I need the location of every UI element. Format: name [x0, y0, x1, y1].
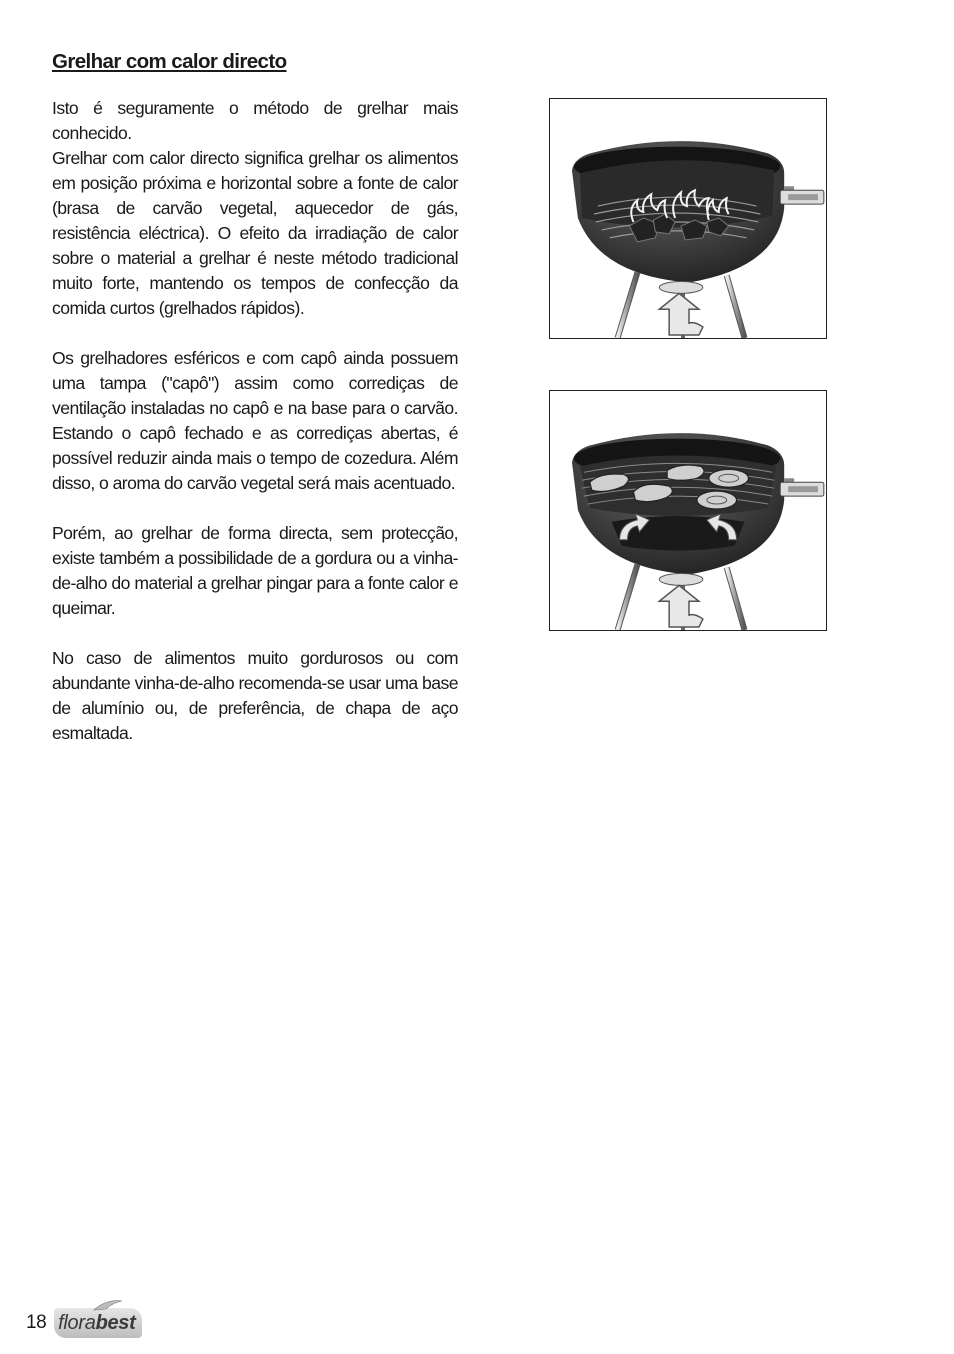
- figure-grill-steaks: [549, 390, 827, 631]
- paragraph-2: [52, 346, 458, 496]
- grill-with-charcoal-flames-illustration: [550, 99, 826, 338]
- grill-with-steaks-illustration: [550, 391, 826, 630]
- paragraph-2-line-1: Os grelhadores esféricos e com capô ainda possuem uma tampa ("capô") assim como corrediças de ventilação instaladas no capô e na base para o carvão. Estando o capô fechado e as corrediças abertas, é possível reduzir ainda mais o tempo de cozedura. Além disso, o aroma do carvão vegetal será mais acentuado.: [52, 348, 458, 493]
- paragraph-1-line-2: Grelhar com calor directo significa grelhar os alimentos em posição próxima e horizontal sobre a fonte de calor (brasa de carvão vegetal, aquecedor de gás, resistência eléctrica). O efeito da irradiação de calor sobre o material a grelhar é neste método tradicional muito forte, mantendo os tempos de confecção da comida curtos (grelhados rápidos).: [52, 148, 458, 318]
- florabest-logo: [54, 1308, 141, 1338]
- paragraph-1-line-1: Isto é seguramente o método de grelhar mais conhecido.: [52, 98, 458, 143]
- logo-text-flora: flora: [58, 1311, 96, 1334]
- paragraph-1: [52, 96, 458, 321]
- paragraph-3-line-1: Porém, ao grelhar de forma directa, sem protecção, existe também a possibilidade de a gordura ou a vinha-de-alho do material a grelhar pingar para a fonte calor e queimar.: [52, 523, 458, 618]
- paragraph-4: [52, 646, 458, 746]
- logo-text-best: best: [95, 1311, 136, 1334]
- paragraph-3: [52, 521, 458, 621]
- paragraph-4-line-1: No caso de alimentos muito gordurosos ou com abundante vinha-de-alho recomenda-se usar uma base de alumínio ou, de preferência, de chapa de aço esmaltada.: [52, 648, 458, 743]
- page-footer: [26, 1306, 142, 1340]
- page-number: 18: [26, 1312, 47, 1333]
- leaf-swoosh-icon: [92, 1299, 124, 1311]
- figure-grill-charcoal: [549, 98, 827, 339]
- page-heading: Grelhar com calor directo: [52, 50, 287, 73]
- body-text: [52, 96, 458, 771]
